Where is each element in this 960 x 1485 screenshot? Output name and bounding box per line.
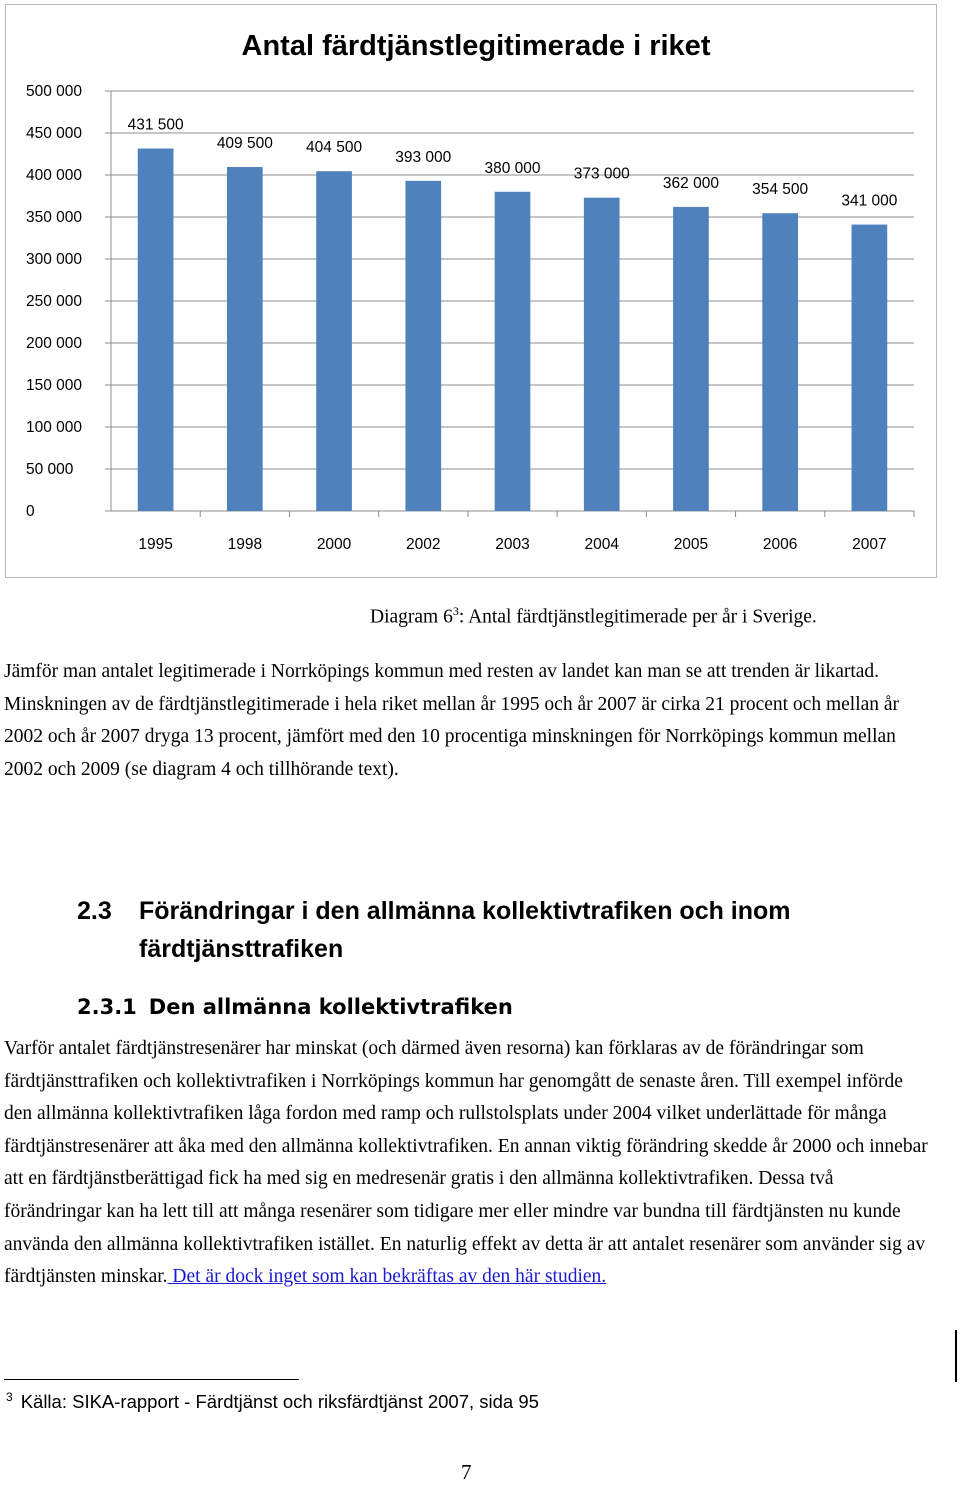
footnote-divider (4, 1379, 299, 1380)
bar-2004 (584, 198, 620, 511)
paragraph-body: Varför antalet färdtjänstresenärer har minskat (och därmed även resorna) kan förklaras av de förändringar som färdtjänsttrafiken och kollektivtrafiken i Norrköpings kommun har genomgått de senaste åren. Till exempel införde den allmänna kollektivtrafiken låga fordon med ramp och rullstolsplats under 2004 vilket underlättade för många färdtjänstresenärer att åka med den allmänna kollektivtrafiken. En annan viktig förändring skedde år 2000 och innebar att en färdtjänstberättigad fick ha med sig en medresenär gratis i den allmänna kollektivtrafiken. Dessa två förändringar kan ha lett till att många resenärer som tidigare mer eller mindre var bundna till färdtjänsten nu kunde använda den allmänna kollektivtrafiken istället. En naturlig effekt av detta är att antalet resenärer som använder sig av färdtjänsten minskar. (4, 1038, 928, 1288)
section-title-line2: färdtjänsttrafiken (139, 935, 344, 963)
xtick-label-2004: 2004 (584, 536, 619, 553)
xtick-label-2002: 2002 (406, 536, 441, 553)
caption-footnote-ref: 3 (452, 604, 459, 618)
xtick-label-2007: 2007 (852, 536, 887, 553)
ytick-label-6: 300 000 (26, 251, 83, 268)
section-number: 2.3 (77, 897, 112, 925)
bar-1998 (227, 167, 263, 511)
bar-1995 (138, 149, 174, 511)
bar-2005 (673, 207, 709, 511)
ytick-label-4: 200 000 (26, 335, 83, 352)
data-label-1998: 409 500 (216, 135, 273, 153)
subsection-title: Den allmänna kollektivtrafiken (148, 995, 513, 1019)
xtick-label-2006: 2006 (762, 536, 798, 553)
xtick-label-1998: 1998 (227, 536, 263, 553)
change-bar (955, 1330, 957, 1382)
page-number: 7 (461, 1460, 472, 1484)
ytick-label-7: 350 000 (26, 209, 83, 226)
subsection-number: 2.3.1 (77, 995, 137, 1019)
subsection-heading-2-3-1 (77, 995, 513, 1019)
section-heading-2-3 (77, 892, 927, 968)
xtick-label-1995: 1995 (138, 536, 173, 553)
data-label-2005: 362 000 (662, 174, 719, 192)
xtick-label-2005: 2005 (673, 536, 709, 553)
footnote (6, 1390, 539, 1413)
bar-2007 (852, 225, 888, 511)
chart-title: Antal färdtjänstlegitimerade i riket (241, 30, 711, 62)
ytick-label-5: 250 000 (26, 293, 83, 310)
data-label-2000: 404 500 (306, 139, 363, 157)
ytick-label-0: 0 (26, 503, 35, 520)
ytick-label-3: 150 000 (26, 377, 83, 394)
ytick-label-2: 100 000 (26, 419, 83, 436)
data-label-2007: 341 000 (841, 192, 898, 210)
caption-text: : Antal färdtjänstlegitimerade per år i Sverige. (458, 606, 817, 628)
xtick-label-2003: 2003 (495, 536, 530, 553)
ytick-label-9: 450 000 (26, 125, 83, 142)
ytick-label-1: 50 000 (26, 461, 74, 478)
chart-canvas (6, 5, 936, 577)
section-title-line1: Förändringar i den allmänna kollektivtrafiken och inom (139, 897, 791, 925)
data-label-2003: 380 000 (484, 159, 541, 177)
data-label-2006: 354 500 (752, 181, 809, 199)
paragraph-comparison: Jämför man antalet legitimerade i Norrköpings kommun med resten av landet kan man se att trenden är likartad. Minskningen av de färdtjänstlegitimerade i hela riket mellan år 1995 och år 2007 är cirka 21 procent och mellan år 2002 och år 2007 dryga 13 procent, jämfört med den 10 procentiga minskningen för Norrköpings kommun mellan 2002 och 2009 (se diagram 4 och tillhörande text). (4, 661, 900, 780)
underlined-link-text[interactable]: Det är dock inget som kan bekräftas av den här studien. (167, 1266, 607, 1288)
footnote-number: 3 (6, 1390, 13, 1404)
figure-caption (370, 604, 817, 629)
bar-2003 (495, 192, 531, 511)
data-label-1995: 431 500 (127, 116, 184, 134)
ytick-label-8: 400 000 (26, 167, 83, 184)
xtick-label-2000: 2000 (316, 536, 352, 553)
caption-prefix: Diagram 6 (370, 606, 453, 628)
data-label-2004: 373 000 (573, 165, 630, 183)
bar-2002 (405, 181, 441, 511)
ytick-label-10: 500 000 (26, 83, 83, 100)
bar-chart (5, 4, 937, 578)
data-label-2002: 393 000 (395, 148, 452, 166)
bar-2006 (762, 213, 798, 511)
bar-2000 (316, 171, 352, 511)
footnote-text: Källa: SIKA-rapport - Färdtjänst och riksfärdtjänst 2007, sida 95 (20, 1391, 539, 1413)
paragraph-kollektivtrafiken (4, 1033, 934, 1294)
